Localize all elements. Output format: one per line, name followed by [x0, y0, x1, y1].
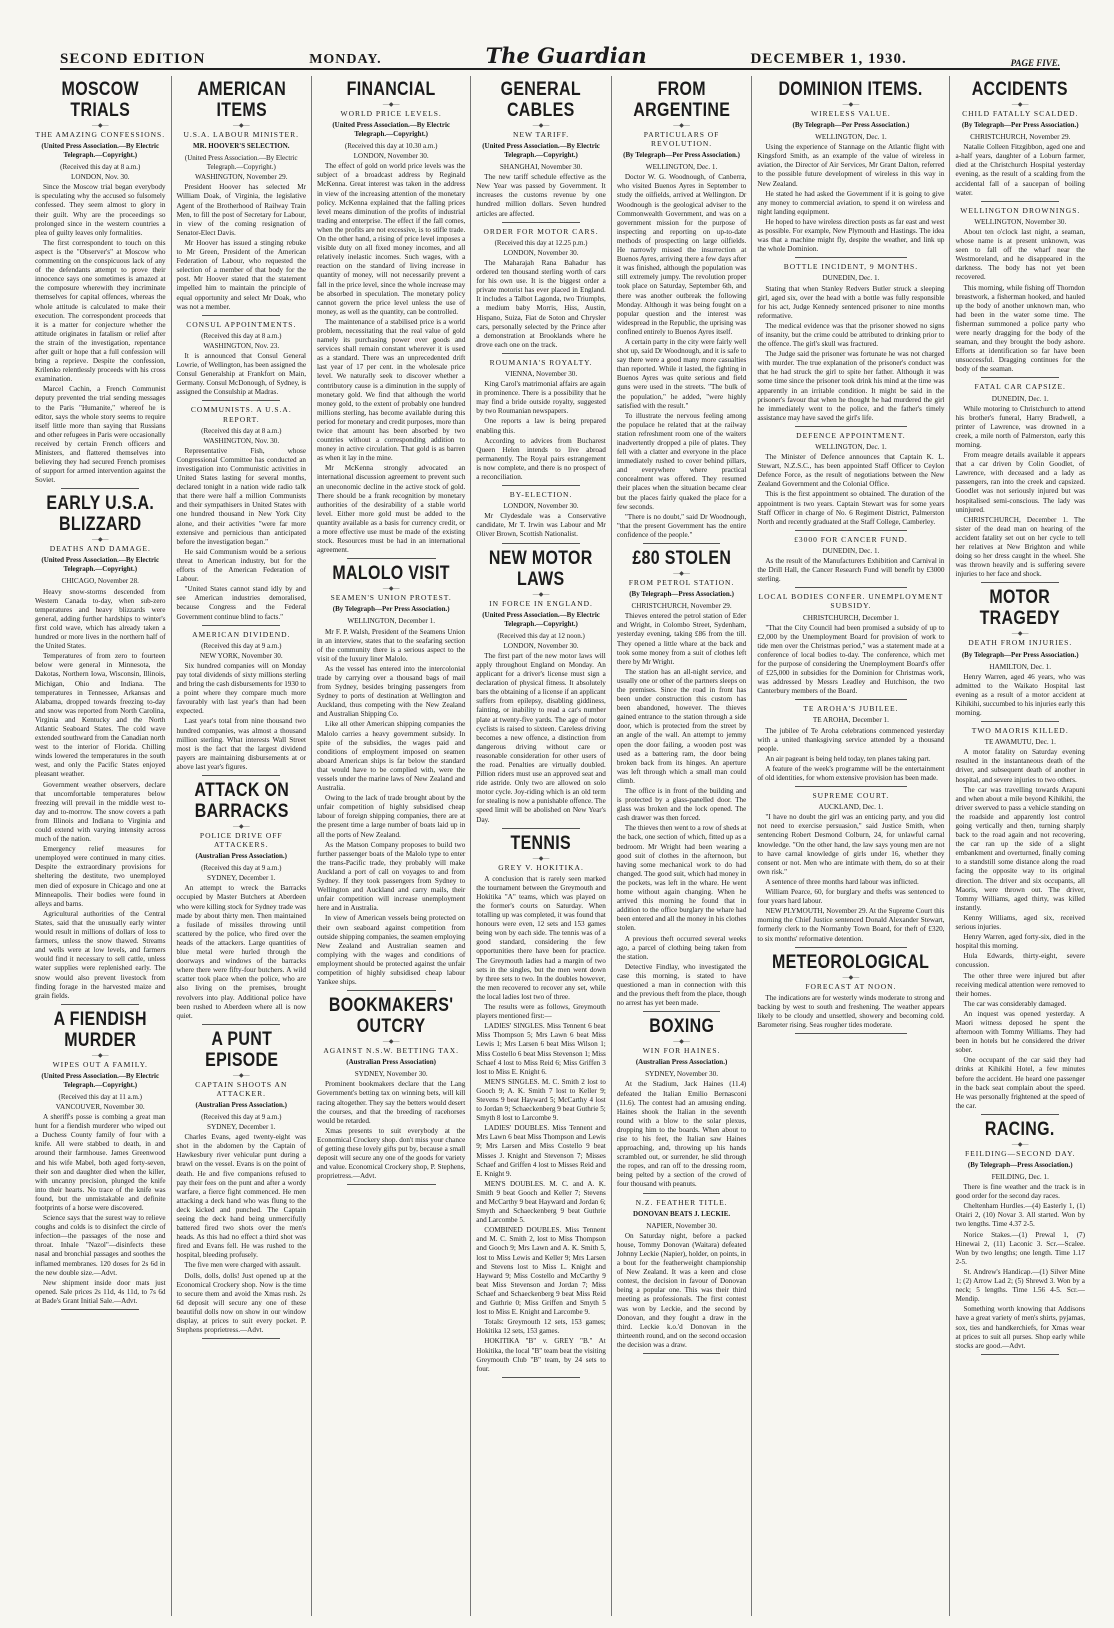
story-subhead: COMMUNISTS. A U.S.A. REPORT. — [190, 405, 292, 424]
story-subhead: GREY V. HOKITIKA. — [498, 862, 584, 872]
story-dateline: VIENNA, November 30. — [504, 369, 578, 378]
story-paragraph: The first part of the new motor laws will apply throughout England on Monday. An applicant for a driver's license must sign a declaration of physical fitness. It absolutely bars the obtaining of a license if an applicant suffers from epilepsy, disabling giddiness, fainting, or inability to read a car's number plate at twenty-five yards. The age of motor cyclists is raised to sixteen. Careless driving becomes a new offence, a distinction from dangerous driving without care or reasonable consideration for other users of the road. Penalties are virtually doubled. Pillion riders must use an approved seat and ride astride. Only two are allowed on solo motor cycle. Joy-riding which is an old term for stealing is now a punishable offence. The speed limit will be abolished on New Year's Day. — [476, 651, 606, 824]
story-received-time: (Received this day at 12.25 p.m.) — [494, 238, 588, 247]
story-received-time: (Received this day at 10.30 a.m.) — [344, 142, 438, 151]
story-paragraph: Like all other American shipping companies the Malolo carries a heavy government subsidy. In spite of the subsidies, the wages paid and conditions of employment imposed on seamen aboard American ships is far below the standard that would have to be complied with, were the vessels under the marine laws of New Zealand and Australia. — [317, 720, 466, 793]
issue-date: DECEMBER 1, 1930. — [750, 51, 907, 67]
story-paragraph: He said Communism would be a serious threat to American industry, but for the efforts of the American Federation of Labour. — [176, 547, 307, 584]
story-headline: A PUNT EPISODE — [204, 1028, 278, 1071]
story-headline: DOMINION ITEMS. — [778, 79, 924, 100]
story-credit: (Australian Press Association.) — [195, 852, 287, 861]
news-story — [955, 1119, 1085, 1355]
story-headline: A FIENDISH MURDER — [53, 1008, 147, 1051]
story-headline: ATTACK ON BARRACKS — [193, 780, 289, 822]
story-received-time: (Received this day at 9 a.m.) — [201, 641, 282, 650]
news-story — [757, 952, 944, 1034]
masthead — [60, 40, 1060, 70]
story-dateline: SYDNEY, November 30. — [354, 1070, 428, 1079]
story-received-time: (United Press Association.—By Electric Telegraph.—Copyright.) — [184, 154, 298, 172]
story-paragraph: While motoring to Christchurch to attend his brother's funeral, Harry Bradwell, a printer of Lawrence, was drowned in a creek, a mile north of Palmerston, early this morning. — [955, 404, 1085, 449]
story-paragraph: He hoped to have wireless direction posts as far east and west as possible. For example, New Plymouth and Hastings. The idea was that a machine might fly, despite the weather, and link up the whole Dominion. — [757, 217, 945, 254]
news-story — [757, 791, 944, 948]
story-credit: (Australian Press Association.) — [635, 1058, 728, 1067]
story-subhead: TWO MAORIS KILLED. — [971, 726, 1069, 736]
story-paragraph: About ten o'clock last night, a seaman, whose name is at present unknown, was seen to fall off the wharf near the Westmoreland, and he disappeared in the darkness. The body has not yet been recovered. — [955, 227, 1085, 282]
story-headline: METEOROLOGICAL — [772, 951, 930, 973]
story-paragraph: Mr McKenna strongly advocated an international discussion agreement to prevent such an uneconomic decline in the active stock of gold. There should be a frank recognition by monetary authorities of the desirability of a stable world level. Either more gold must be added to the quantity available as a basis for currency credit, or a more effective use must be made of the existing stock. Resources must be had in an international agreement. — [317, 464, 466, 555]
headline-divider: —◆— — [842, 974, 860, 981]
edition-label: SECOND EDITION — [60, 51, 206, 67]
story-paragraph: Stating that when Stanley Redvers Butler struck a sleeping girl, aged six, over the head with a bottle was fully responsible for his act, Judge Kennedy sentenced prisoner to nine months reformative. — [757, 284, 945, 320]
story-paragraph: Charles Evans, aged twenty-eight was shot in the abdomen by the Captain of Hawkesbury river vehicular punt during a brawl on the vessel. Evans is on the point of death. He and five companions refused to pay their fees on the punt and after a wordy warfare, a fierce fight commenced. He men attacking a deck hand who was flung to the deck kicked and punched. The Captain seeing the deck hand being unmercifully battered fired two shots over the men's heads. As this had no effect a third shot was fired and Evans fell. He was rushed to the hospital, bleeding profusely. — [176, 1133, 307, 1260]
story-paragraph: CHRISTCHURCH, December 1. The sister of the dead man on hearing of the accident fatality set out on her cycle to tell her relatives at New Brighton and while doing so her dress caught in the wheel. She was thrown heavily and is suffering severe injuries to her face and shock. — [955, 515, 1085, 579]
headline-divider: —◆— — [1011, 102, 1029, 108]
story-credit: MR. HOOVER'S SELECTION. — [193, 142, 290, 151]
news-story — [757, 262, 944, 427]
story-dateline: DUNEDIN, Dec. 1. — [991, 394, 1049, 403]
story-credit: DONOVAN BEATS J. LECKIE. — [632, 1209, 731, 1218]
story-subhead: DEATHS AND DAMAGE. — [49, 544, 151, 554]
headline-divider: —◆— — [673, 1039, 690, 1046]
story-paragraph: Natalie Colleen Fitzgibbon, aged one and a-half years, daughter of a Loburn farmer, died at the Christchurch Hospital yesterday evening, as the result of a scalding from the accidental fall of a saucepan of boiling water. — [955, 143, 1085, 197]
news-column — [611, 76, 752, 1616]
story-dateline: WELLINGTON, Dec. 1. — [645, 163, 718, 172]
story-dateline: NAPIER, November 30. — [646, 1221, 717, 1230]
story-subhead: WIPES OUT A FAMILY. — [52, 1059, 148, 1069]
story-headline: BOOKMAKERS' OUTCRY — [328, 995, 454, 1038]
story-paragraph: MEN'S SINGLES. M. C. Smith 2 lost to Gooch 9; A. K. Smith 7 lost to Keller 9; Stevens 9 beat Hayward 5; McCarthy 4 lost to Jordan 9; Schaeckenberg 9 beat Guthrie 5; Smyth 8 lost to Larcombe 9. — [476, 1077, 606, 1123]
story-paragraph: COMBINED DOUBLES. Miss Tennent and M. C. Smith 2, lost to Miss Thompson and Gooch 9; Mrs Lawn and A. K. Smith 5, lost to Miss Lewis and Keller 9; Mrs Larsen and Stevens lost to Miss L. Knight and Hayward 9; Miss Costello and McCarthy 9 beat Miss Stevenson and Jordan 7; Miss Schaef and Schaeckenberg 9 beat Miss Reid and Guthrie 0; Miss Griffen and Smyth 5 lost to Miss E. Knight and Larcombe 9. — [476, 1226, 606, 1317]
story-subhead: IN FORCE IN ENGLAND. — [489, 598, 593, 608]
story-subhead: DEFENCE APPOINTMENT. — [796, 430, 906, 440]
news-story — [617, 1016, 747, 1193]
news-column — [311, 76, 470, 1616]
story-paragraph: NEW PLYMOUTH, November 29. At the Supreme Court this morning the Chief Justice sentenced Donald Alexander Stewart, formerly clerk to the Normanby Town Board, for theft of £320, to six months' reformative detention. — [757, 907, 945, 943]
story-dateline: LONDON, November 30. — [503, 248, 579, 257]
story-paragraph: In view of American vessels being protected on their own seaboard against competition from outside shipping companies, the seamen employing New Zealand and Australian seamen and complying with the wages and conditions of employment should be protected against the unfair competition of highly subsidised cheap labour Yankee ships. — [317, 914, 466, 987]
news-story — [177, 630, 307, 776]
story-paragraph: Government weather observers, declare that uncomfortable temperatures below freezing will prevail in the middle west to-day and to-morrow. The snow covers a path from Illinois and Indiana to Virginia and could extend with varying intensity across much of the nation. — [35, 780, 166, 844]
story-received-time: (Received this day at 8 a.m.) — [60, 163, 141, 172]
story-credit: (Australian Press Association.) — [195, 1100, 287, 1109]
story-paragraph: A conclusion that is rarely seen marked the tournament between the Greymouth and Hokitika "A" teams, which was played on the former's courts on Saturday. When totalling up was completed, it was found that honours were even, 12 sets and 153 games being won by each side. The tennis was of a good standard, considering the few opportunities there have been for practice. The Greymouth ladies had a margin of two sets in the singles, but the men went down by three sets to two. In the doubles however, the men recovered to recover any set, while the local ladies lost two of three. — [476, 874, 606, 1001]
news-story — [617, 1198, 747, 1354]
news-story — [955, 726, 1085, 1115]
story-credit: (By Telegraph—Per Press Association.) — [792, 121, 910, 130]
story-credit: (United Press Association.—By Electric Telegraph.—Copyright.) — [332, 121, 451, 139]
story-dateline: TE AWAMUTU, Dec. 1. — [984, 738, 1056, 747]
story-subhead: WIN FOR HAINES. — [642, 1046, 721, 1056]
story-paragraph: The other three were injured but after receiving medical attention were removed to their homes. — [955, 971, 1085, 998]
news-story — [177, 405, 307, 625]
story-paragraph: MEN'S DOUBLES. M. C. and A. K. Smith 9 beat Gooch and Keller 7; Stevens and McCarthy 9 beat Hayward and Jordan 6; Smyth and Schaeckenberg 9 beat Guthrie and Larcombe 5. — [476, 1179, 606, 1225]
story-dateline: WASHINGTON, Nov. 30. — [203, 436, 280, 445]
headline-divider: —◆— — [842, 102, 860, 108]
headline-divider: —◆— — [91, 123, 109, 129]
story-credit: (United Press Association.—By Electric Telegraph.—Copyright.) — [482, 142, 600, 160]
news-story — [617, 548, 747, 1012]
headline-divider: —◆— — [532, 123, 550, 129]
story-subhead: CONSUL APPOINTMENTS. — [186, 319, 297, 329]
story-subhead: ORDER FOR MOTOR CARS. — [483, 226, 599, 236]
story-subhead: NEW TARIFF. — [512, 130, 570, 139]
story-subhead: SEAMEN'S UNION PROTEST. — [330, 593, 452, 603]
story-credit: (By Telegraph—Per Press Association.) — [961, 121, 1079, 130]
story-paragraph: Cheltenham Hurdles.—(4) Easterly 1, (1) Otairi 2, (10) Novar 3. All started. Won by two lengths. Time 4.37 2-5. — [955, 1202, 1085, 1229]
headline-divider: —◆— — [382, 1039, 400, 1046]
story-subhead: ROUMANIA'S ROYALTY. — [489, 357, 593, 367]
news-story — [757, 704, 944, 787]
story-paragraph: Owing to the lack of trade brought about by the unfair competition of highly subsidised cheap labour of foreign shipping companies, there are at the present time a large number of boats laid up in all the ports of New Zealand. — [317, 794, 466, 839]
page-number: PAGE FIVE. — [1010, 58, 1060, 68]
story-paragraph: From meagre details available it appears that a car driven by Colin Goodlet, of Lawrence, with deceased and a lady as passengers, ran into the creek and capsized. Goodlet was not seriously injured but was hospitalised semi-conscious. The lady was uninjured. — [955, 451, 1085, 514]
story-headline: NEW MOTOR LAWS — [489, 547, 593, 590]
story-dateline: LONDON, Nov. 30. — [71, 173, 130, 182]
story-dateline: WELLINGTON, December 1. — [347, 617, 435, 626]
story-credit: (By Telegraph—Press Association.) — [967, 1161, 1073, 1169]
story-subhead: THE AMAZING CONFESSIONS. — [35, 130, 166, 139]
story-paragraph: Six hundred companies will on Monday pay total dividends of sixty millions sterling and bring the cash disbursements for 1930 to a point where they compare much more favourably with last year's than had been expected. — [176, 661, 307, 716]
story-paragraph: The Minister of Defence announces that Captain K. L. Stewart, N.Z.S.C., has been appointed Staff Officer to Ceylon Defence Force, as the result of negotiations between the New Zealand Government and the Colonial Office. — [757, 453, 945, 489]
story-dateline: DUNEDIN, Dec. 1. — [822, 274, 880, 283]
story-headline: MOTOR TRAGEDY — [980, 587, 1061, 630]
story-paragraph: King Carol's matrimonial affairs are again in prominence. There is a possibility that he may find a bride outside royalty, suggested by two Roumanian newspapers. — [476, 380, 606, 416]
story-paragraph: William Pearce, 60, for burglary and thefts was sentenced to four years hard labour. — [757, 888, 945, 906]
news-story — [35, 493, 166, 1004]
news-column — [470, 76, 611, 1616]
story-headline: MALOLO VISIT — [332, 563, 450, 585]
story-dateline: SYDNEY, December 1. — [207, 874, 276, 883]
story-paragraph: Marcel Cachin, a French Communist deputy prevented the trial sending messages to the Paris "Humanite," whereof he is editor, says the whole story seems to require itself little more than saying that Russians and other refugees in Paris were occasionally received by certain French officers and Ministers, and flattered themselves into believing they had secured French promises of support for armed intervention against the Soviet. — [35, 385, 166, 485]
news-story — [177, 79, 307, 316]
story-paragraph: On Saturday night, before a packed house, Tommy Donovan (Waitara) defeated Johnny Leckie (Napier), holder, on points, in a bout for the featherweight championship of New Zealand. It was a keen and close contest, the decision in favour of Donovan being a popular one. This was their third meeting as professionals. The first contest was won by Leckie, and the second by Donovan, and they fought a draw in the third. Leckie k.o.'d Donovan in the thirteenth round, and on the second occasion the decision was a draw. — [616, 1231, 747, 1349]
headline-divider: —◆— — [232, 824, 250, 830]
story-paragraph: One occupant of the car said they had drinks at Kihikihi Hotel, a few minutes before the accident. He heard one passenger in the back seat complain about the speed. He was personally frightened at the speed of the car. — [955, 1056, 1085, 1110]
story-paragraph: New shipment inside door mats just opened. Sale prices 2s 11d, 4s 11d, to 7s 6d at Bade's Grant Initial Sale.—Advt. — [35, 1278, 166, 1305]
news-story — [476, 548, 606, 829]
story-paragraph: President Hoover has selected Mr William Doak, of Virginia, the legislative Agent of the Brotherhood of Railway Train Men, to fill the post of Secretary for Labour, in view of the coming resignation of Senator-Elect Davis. — [176, 183, 307, 237]
story-paragraph: Henry Warren, aged 46 years, who was admitted to the Waikato Hospital last evening as a result of a motor accident at Kihikihi, succumbed to his injuries early this morning. — [955, 672, 1085, 717]
story-dateline: WASHINGTON, Nov. 23. — [203, 341, 280, 350]
story-dateline: CHRISTCHURCH, November 29. — [970, 133, 1071, 142]
news-story — [955, 79, 1085, 202]
story-paragraph: As the vessel has entered into the intercolonial trade by carrying over a thousand bags of mail from Sydney, besides bringing passengers from Sydney to ports of destination at Wellington and Auckland, thus competing with the New Zealand and Australian Shipping Co. — [317, 664, 466, 719]
story-paragraph: This is the first appointment so obtained. The duration of the appointment is two years. Captain Stewart was for some years Staff Officer in charge of No. 6 Regiment District, Palmerston North and recently graduated at the Staff College, Camberley. — [757, 490, 945, 526]
story-paragraph: Mr Clydesdale was a Conservative candidate, Mr T. Irwin was Labour and Mr Oliver Brown, Scottish Nationalist. — [476, 512, 606, 539]
story-paragraph: One reports a law is being prepared enabling this. — [476, 417, 606, 435]
news-story — [955, 587, 1085, 722]
news-column — [949, 76, 1090, 1616]
headline-divider: —◆— — [532, 855, 550, 862]
headline-divider: —◆— — [91, 537, 109, 544]
news-story — [955, 206, 1085, 379]
story-headline: MOSCOW TRIALS — [61, 79, 139, 121]
headline-divider: —◆— — [382, 102, 400, 108]
headline-divider: —◆— — [1011, 1141, 1029, 1148]
story-subhead: WIRELESS VALUE. — [811, 109, 891, 118]
news-story — [177, 1029, 307, 1339]
headline-divider: —◆— — [1011, 631, 1029, 638]
story-credit: (By Telegraph—Per Press Association.) — [961, 650, 1079, 659]
story-paragraph: "That the City Council had been promised a subsidy of up to £2,000 by the Unemployment Board for provision of work to tide men over the Christmas period," was a statement made at a conference of local bodies to-day. The conference, which met for the purpose of considering the Unemployment Board's offer of £25,000 in subsidies for the Dominion for Christmas work, was addressed by Messrs Leadley and Hutchison, the two Canterbury members of the Board. — [757, 623, 945, 696]
story-paragraph: To illustrate the nervous feeling among the populace he related that at the railway station refreshment room one of the waiters inadvertently dropped a pile of plates. They fell with a clatter and everyone in the place immediately rushed to cover behind pillars, and everywhere where practical concealment was offered. They resumed their places when the situation became clear but the places fairly quaked the place for a few seconds. — [616, 411, 747, 511]
story-headline: FROM ARGENTINE — [633, 79, 731, 121]
news-story — [35, 1009, 166, 1310]
story-credit: (United Press Association.—By Electric Telegraph.—Copyright.) — [41, 556, 160, 574]
headline-divider: —◆— — [673, 123, 690, 129]
story-dateline: AUCKLAND, Dec. 1. — [818, 803, 884, 812]
news-story — [35, 79, 166, 489]
story-subhead: FATAL CAR CAPSIZE. — [974, 382, 1066, 392]
story-paragraph: Since the Moscow trial began everybody is speculating why the accused so fulsomely confessed. They seem almost to glory in their guilt. Why are the proceedings so prolonged since in the western countries a plea of guilty leaves only formalities. — [35, 183, 166, 237]
story-paragraph: An inquest was opened yesterday. A Maori witness deposed he spent the afternoon with Tommy Williams. They had been in hotels but he considered the driver sober. — [955, 1009, 1085, 1055]
story-paragraph: Henry Warren, aged forty-six, died in the hospital this morning. — [955, 933, 1085, 951]
story-paragraph: The jubilee of Te Aroha celebrations commenced yesterday with a united thanksgiving service attended by a thousand people. — [757, 726, 945, 753]
headline-divider: —◆— — [532, 591, 550, 598]
story-subhead: AMERICAN DIVIDEND. — [192, 629, 291, 639]
story-paragraph: He stated he had asked the Government if it is going to give any money to commercial aviation, to spend it on wireless and night landing equipment. — [757, 189, 945, 216]
story-dateline: LONDON, November 30. — [353, 152, 429, 161]
story-paragraph: Totals: Greymouth 12 sets, 153 games; Hokitika 12 sets, 153 games. — [476, 1318, 606, 1336]
headline-divider: —◆— — [673, 571, 690, 578]
story-dateline: NEW YORK, November 30. — [199, 651, 283, 660]
story-paragraph: A previous theft occurred several weeks ago, a parcel of clothing being taken from the station. — [616, 934, 747, 961]
news-story — [476, 79, 606, 223]
news-column — [30, 76, 171, 1616]
headline-divider: —◆— — [232, 1072, 250, 1079]
story-paragraph: The results were as follows, Greymouth players mentioned first:— — [476, 1003, 606, 1021]
news-story — [757, 79, 944, 258]
story-dateline: CHRISTCHURCH, December 1. — [802, 613, 899, 622]
story-paragraph: The thieves then went to a row of sheds at the back, one section of which, fitted up as a bedroom. Mr Wright had been wearing a good suit of clothes in the afternoon, but having some mechanical work to do had changed. The good suit, which had money in the pockets, was left in the whare. He went home without again changing. When he arrived this morning he found that in addition to the office burglary the whare had been entered and all the money in his clothes stolen. — [616, 824, 747, 933]
story-paragraph: The maintenance of a stabilised price is a world problem, necessitating that the real value of gold namely its purchasing power over goods and services shall remain constant wherever it is used as a standard. There was an unprecedented drift last year of 17 per cent. in the wholesale price level. We naturally seek to discover whether a contributory cause is a diminution in the supply of monetary gold. We find that although the world money gold, to the extent of probably one hundred millions sterling, has become available during this period for monetary and credit purposes, more than twice that amount has been absorbed by two countries without a corresponding addition to money in active circulation. That gold is as barren as when it lay in the mine. — [317, 317, 466, 463]
story-subhead: FEILDING—SECOND DAY. — [965, 1148, 1076, 1158]
story-subhead: TE AROHA'S JUBILEE. — [803, 704, 899, 714]
story-subhead: WORLD PRICE LEVELS. — [340, 109, 442, 118]
story-dateline: VANCOUVER, November 30. — [55, 1102, 145, 1111]
story-headline: AMERICAN ITEMS — [196, 79, 286, 121]
news-story — [757, 535, 944, 588]
story-credit: (United Press Association.—By Electric Telegraph.—Copyright.) — [482, 610, 600, 628]
story-paragraph: Thieves entered the petrol station of Eder and Wright, in Colombo Street, Sydenham, yesterday evening, taking £86 from the till. They opened a little whare at the back and took some money from a suit of clothes left there by Mr Wright. — [616, 612, 747, 666]
story-paragraph: Using the experience of Stannage on the Atlantic flight with Kingsford Smith, as an example of the value of wireless in aviation, the Director of Air Services, Mr Grant Dalton, referred to the possible future development of wireless in this way in New Zealand. — [757, 143, 945, 188]
story-paragraph: The new tariff schedule effective as the New Year was passed by Government. It increases the customs revenue by one hundred million dollars. Seven hundred articles are affected. — [476, 173, 606, 218]
story-dateline: LONDON, November 30. — [503, 641, 579, 650]
story-paragraph: Doctor W. G. Woodnough, of Canberra, who visited Buenos Ayres in September to study the oilfields, arrived at Wellington. Dr Woodnough is the geological adviser to the Commonwealth Government, and was on a government mission for the purpose of inspecting and reporting on up-to-date methods of prospecting on large oilfields. He narrowly missed the insurrection at Buenos Ayres, arriving there a few days after it was finished, although the population was still extremely jumpy. The revolution proper took place on Saturday, September 6th, and there was another outbreak the following Monday. Although it was being fought on a popular question and the interest was widespread in the Republic, the uprising was confined entirely to Buenos Ayres itself. — [616, 173, 747, 336]
story-paragraph: An attempt to wreck the Barracks occupied by Master Butchers at Aberdeen who were killing stock for Sydney trade was made by about thirty men. Then maintained a fusilade of missiles throwing until scattered by the police, who fired over the heads of the attackers. Large quantities of blue metal were hurled through the doorways and windows of the barracks where there were fifty-four butchers. A wild scatter took place when the police, who are also living on the premises, brought revolvers into play. Additional police have been rushed to Aberdeen where all is now quiet. — [176, 884, 307, 1020]
story-paragraph: Mr F. P. Walsh, President of the Seamens Union in an interview, states that to the seafaring section of the community there is a serious aspect to the visit of the luxury liner Malolo. — [317, 627, 466, 663]
story-headline: ACCIDENTS — [972, 79, 1069, 100]
story-paragraph: At the Stadium, Jack Haines (11.4) defeated the Italian Emilio Bernasconi (11.6). The contest had an amusing ending. Haines shook the Italian in the seventh round with a blow to the solar plexus, dropping him to the boards. When about to rise to his feet, the Italian saw Haines approaching, and, throwing up his hands scrambled out, or surrender, he slid through the ropes, and ran off to the dressing room, being pelted by a section of the crowd of four thousand with peanuts. — [616, 1080, 747, 1189]
story-subhead: FROM PETROL STATION. — [628, 578, 735, 588]
story-paragraph: It is announced that Consul General Lowrie, of Wellington, has been assigned the Consul Generalship at Frankfort on Main, Germany. Consul McDonough, of Sydney, is assigned the Consulship at Madras. — [176, 351, 307, 397]
story-received-time: (Received this day at 9 a.m.) — [201, 864, 282, 873]
story-headline: RACING. — [985, 1118, 1056, 1140]
news-story — [317, 79, 465, 559]
story-paragraph: "I have no doubt the girl was an enticing party, and you did not need to exercise persuasion," said Justice Smith, when sentencing Robert Desmond Colburn, 24, for unlawful carnal knowledge. "On the other hand, the law says young men are not to have carnal knowledge of girls under 16, whether they consent or not. Men who are intimate with them, do so at their own risk." — [757, 813, 945, 876]
story-paragraph: A sentence of three months hard labour was inflicted. — [765, 877, 919, 886]
story-paragraph: Representative Fish, whose Congressional Committee has conducted an investigation into Communistic activities in United States lasting for several months, declared tonight in a nation wide radio talk that there were half a million Communists and their sympathisers in United States with one hundred thousand in New York City alone, and their activities "were far more extensive and pernicious than anticipated before the investigation began." — [176, 446, 307, 546]
story-subhead: U.S.A. LABOUR MINISTER. — [183, 130, 300, 139]
news-story — [317, 995, 465, 1185]
story-paragraph: The five men were charged with assault. — [184, 1261, 301, 1270]
story-paragraph: The station has an all-night service, and usually one or other of the partners sleeps on the premises. Since the road in front has been under construction this custom has been abandoned, however. The thieves gained entrance to the station through a side door, which is protected from the street by an angle of the wall. An attempt to jemmy open the door failing, a wooden post was used as a battering ram, the door being broken back from its hinges. An aperture was left through which a small man could climb. — [616, 667, 747, 785]
story-paragraph: As the result of the Manufacturers Exhibition and Carnival in the Drill Hall, the Cancer Research Fund will benefit by £3000 sterling. — [757, 557, 945, 584]
story-subhead: AGAINST N.S.W. BETTING TAX. — [323, 1046, 459, 1056]
story-dateline: SYDNEY, November 30. — [645, 1070, 719, 1079]
story-paragraph: The Maharajah Rana Bahadur has ordered ten thousand sterling worth of cars for his own use. It is the biggest order a private motorist has ever placed in England. It includes a Talbot Lagonda, two Triumphs, a medium baby Morris, Hiss, Austin, Hispano, Suiza, Fiat de Soton and Chrysler cars, personally selected by the Prince after a demonstration at Brooklands where he drove each one on the track. — [476, 258, 606, 349]
story-headline: £80 STOLEN — [632, 548, 732, 570]
story-paragraph: An air pageant is being held today, ten planes taking part. — [765, 754, 931, 763]
story-paragraph: Hula Edwards, thirty-eight, severe concussion. — [955, 952, 1085, 970]
story-credit: (United Press Association.—By Electric Telegraph.—Copyright.) — [41, 1071, 160, 1089]
story-subhead: LOCAL BODIES CONFER. UNEMPLOYMENT SUBSIDY. — [758, 592, 944, 611]
story-subhead: BOTTLE INCIDENT, 9 MONTHS. — [783, 262, 919, 272]
story-paragraph: A certain party in the city were fairly well shot up, said Dr Woodnough, and it is safe to say there were a good many more casualties than reported. While it lasted, the fighting in Buenos Ayres was quite serious and field guns were used in the streets. "The bulk of the population," he added, "were highly satisfied with the result." — [616, 337, 747, 410]
newspaper-title: The Guardian — [485, 43, 647, 68]
story-paragraph: "United States cannot stand idly by and see American industries demoralised, because Congress and the Federal Government continue blind to facts." — [176, 585, 307, 621]
story-subhead: PARTICULARS OF REVOLUTION. — [643, 130, 720, 149]
story-subhead: WELLINGTON DROWNINGS. — [960, 205, 1081, 215]
story-paragraph: HOKITIKA "B" v. GREY "B." At Hokitika, the local "B" team beat the visiting Greymouth Club "B" team, by 24 sets to four. — [476, 1337, 606, 1373]
headline-divider: —◆— — [232, 123, 250, 129]
story-headline: EARLY U.S.A. BLIZZARD — [46, 493, 155, 536]
story-paragraph: The car was considerably damaged. — [963, 999, 1067, 1008]
story-paragraph: St. Andrew's Handicap.—(1) Silver Mine 1; (2) Arrow Lad 2; (5) Shrewd 3. Won by a neck; 5 lengths. Time 1.56 4-5. Scr.—Mendip. — [955, 1267, 1085, 1304]
story-paragraph: The Judge said the prisoner was fortunate he was not charged with murder. The true explanation of the prisoner's conduct was that he had struck the girl to spite her father. Although it was some time since the prisoner took drink his mind at the time was apparently in an irritable condition. It might be said in the prisoner's favour that when he thought he had murdered the girl he immediately went to the police, and the father's timely assistance may have saved the girl's life. — [757, 350, 945, 422]
story-headline: FINANCIAL — [346, 79, 436, 100]
news-story — [476, 833, 606, 1378]
story-paragraph: A feature of the week's programme will be the entertainment of old identities, for whom extensive provision has been made. — [757, 764, 945, 782]
story-credit: (By Telegraph—Press Association.) — [629, 590, 734, 599]
story-paragraph: There is fine weather and the track is in good order for the second day races. — [955, 1183, 1085, 1201]
news-story — [476, 490, 606, 543]
news-story — [317, 563, 465, 991]
news-story — [476, 227, 606, 354]
story-subhead: CHILD FATALLY SCALDED. — [962, 109, 1079, 118]
story-paragraph: A sheriff's posse is combing a great man hunt for a fiendish murderer who wiped out a Duchess County family of four with a knife. All were stabbed to death, in and around their farmhouse. James Greenwood and his wife Mabel, both aged forty-seven, their son and daughter died when the killer, with uncanny precision, plunged the knife into their hearts. No trace of the knife was found, but the unmistakable and definite footprints of a horse were discovered. — [35, 1113, 166, 1212]
story-dateline: FEILDING, Dec. 1. — [991, 1173, 1049, 1181]
story-paragraph: The indications are for westerly winds moderate to strong and backing by west to south and freshening. The weather appears likely to be cloudy and unsettled, showery and becoming cold. Barometer rising. Seas rougher tides moderate. — [757, 993, 945, 1029]
news-story — [757, 592, 944, 700]
story-paragraph: Prominent bookmakers declare that the Lang Government's betting tax on winning bets, will kill racing altogether. They say the betters would desert the courses, and that the breeding of racehorses would be retarded. — [317, 1080, 466, 1125]
story-dateline: WELLINGTON, Dec. 1. — [815, 443, 887, 451]
story-subhead: DEATH FROM INJURIES. — [968, 638, 1073, 648]
story-dateline: SYDNEY, December 1. — [207, 1123, 276, 1132]
story-paragraph: Something worth knowing that Addisons have a great variety of men's shirts, pyjamas, sox, ties and handkerchiefs, for Xmas wear at prices to suit all purses. Shop early while stocks are good.—Advt. — [955, 1305, 1085, 1350]
story-subhead: £3000 FOR CANCER FUND. — [794, 534, 908, 544]
story-subhead: BY-ELECTION. — [509, 490, 573, 500]
story-paragraph: Dolls, dolls, dolls! Just opened up at the Economical Crockery shop. Now is the time to secure them and avoid the Xmas rush. 2s 6d deposit will secure any one of these beautiful dolls now on show in our window display, at prices to suit every pocket. P. Stephens proprietress.—Advt. — [176, 1271, 307, 1335]
story-paragraph: Agricultural authorities of the Central States, said that the unusually early winter would result in millions of dollars of loss to farmers, unless the snow thawed. Streams and wells were at low levels, and farmers would find it necessary to sell cattle, unless water supplies were replenished early. The snow would also prevent livestock from finding forage in the harvested maize and grain fields. — [35, 909, 166, 1000]
story-dateline: LONDON, November 30. — [503, 502, 579, 511]
story-dateline: TE AROHA, December 1. — [812, 716, 889, 725]
story-paragraph: LADIES' SINGLES. Miss Tennent 6 beat Miss Thompson 5; Mrs Lawn 6 beat Miss Lewis 1; Mrs Larsen 6 beat Miss Wilson 1; Miss Costello 6 beat Miss Stevenson 1; Miss Schaef 4 lost to Miss Reid 6; Miss Griffen 3 lost to Miss E. Knight 6. — [476, 1022, 606, 1076]
story-credit: (Australian Press Association) — [346, 1058, 437, 1067]
news-story — [617, 79, 747, 544]
story-paragraph: Science says that the surest way to relieve coughs and colds is to disinfect the circle of infection—the passages of the nose and throat. Inhale "Nazol"—disinfects these nasal and bronchial passages and soothes the inflamed membranes. 120 doses for 2s 6d in the new double size.—Advt. — [35, 1214, 166, 1277]
story-paragraph: Last year's total from nine thousand two hundred companies, was almost a thousand million sterling. What interests Wall Street most is the fact that the largest dividend payers are maintaining disbursements at or above last year's figures. — [176, 717, 307, 771]
story-dateline: WASHINGTON, November 29. — [195, 173, 288, 182]
story-dateline: DUNEDIN, Dec. 1. — [822, 546, 880, 555]
story-paragraph: The car was travelling towards Arapuni and when about a mile beyond Kihikihi, the driver swerved to pass a vehicle standing on the roadside and apparently lost control going vertically and then, turning sharply back to the road again and not recovering, the car ran up the side of a slight embankment and overturned, finally coming to a standstill some distance along the road facing the opposite way to its original direction. The driver and six occupants, all Maoris, were thrown out. The driver, Tommy Williams, aged thirty, was killed instantly. — [955, 785, 1085, 912]
story-credit: (United Press Association.—By Electric Telegraph.—Copyright.) — [41, 142, 160, 160]
story-subhead: CAPTAIN SHOOTS AN ATTACKER. — [195, 1079, 288, 1098]
story-dateline: CHRISTCHURCH, November 29. — [631, 602, 732, 611]
story-headline: BOXING — [649, 1016, 715, 1038]
story-paragraph: According to advices from Bucharest Queen Helen intends to live abroad permanently. The Royal pairs estrangement is now complete, and there is no prospect of a reconciliation. — [476, 436, 606, 481]
story-received-time: (Received this day at 12 noon.) — [497, 631, 585, 640]
story-paragraph: Norice Stakes.—(1) Prewal 1, (7) Hinewai 2, (11) Laconic 3. Scr.—Scalee. Won by two lengths; one length. Time 1.17 2-5. — [955, 1230, 1085, 1266]
story-paragraph: The first correspondent to touch on this aspect is the "Observer's" at Moscow who commenting on the conspicuous lack of any of the defendants attempt to prove their innocence says one sometimes is amazed at the composure wherewith they incriminate themselves for capital offences, whereas the whole attitude is calculated to make their execution. The correspondent proceeds that it is a matter for conjecture whether the attitude originates in fatalism or relief after the strain of the investigation, repentance after guilt or hope that a full confession will bring a reprieve. Despite the confession, Krilenko relentlessly proceeds with his cross examination. — [35, 238, 166, 384]
news-story — [757, 431, 944, 531]
story-paragraph: Kenny Williams, aged six, received serious injuries. — [955, 913, 1085, 932]
story-credit: (By Telegraph—Per Press Association.) — [623, 151, 740, 160]
story-subhead: N.Z. FEATHER TITLE. — [635, 1197, 728, 1207]
story-paragraph: Heavy snow-storms descended from Western Canada to-day, when sub-zero temperatures and heavy blizzards were general, adding further hardships to winter's first cold wave, which has already taken a hundred or more lives in the northern half of the United States. — [35, 587, 166, 651]
story-dateline: WELLINGTON, Dec. 1. — [815, 133, 887, 142]
news-columns — [30, 76, 1090, 1616]
headline-divider: —◆— — [91, 1052, 109, 1059]
story-received-time: (Received this day at 8 a.m.) — [201, 426, 282, 435]
story-paragraph: The effect of gold on world price levels was the subject of a broadcast address by Reginald McKenna. Great interest was taken in the address in view of the increasing attention of the monetary policy. McKenna explained that the falling prices level means diminution of the profits of industrial trading and enterprise. The effect if the fall comes, when the profits are not excessive, is to stifle trade. On the other hand, a rising of price level imposes a visible duty on all fixed money incomes, and all relatively inelastic incomes. Such wages, with a reaction on the standard of living increase in quantity of money, will not necessarily prevent a fall in the price level, since the whole increase may be absorbed in speculation. The monetary policy cannot govern the price level unless the use of money, as well as the quantity, can be controlled. — [317, 162, 466, 316]
news-column — [171, 76, 312, 1616]
story-dateline: CHICAGO, November 28. — [61, 577, 139, 586]
story-paragraph: As the Matson Company proposes to build two further passenger boats of the Malolo type to enter the trans-Pacific trade, they probably will make Auckland a port of call on voyages to and from Sydney. If they took passengers from Sydney to Wellington and Auckland and carry mails, their unfair competition will increase unemployment here and in Australia. — [317, 840, 466, 913]
story-paragraph: The office is in front of the building and is protected by a glass-panelled door. The glass was broken and the lock opened. The cash drawer was then forced. — [616, 787, 747, 823]
news-story — [955, 382, 1085, 583]
story-paragraph: LADIES' DOUBLES. Miss Tennent and Mrs Lawn 6 beat Miss Thompson and Lewis 9; Mrs Larsen and Miss Costello 9 beat Misses J. Knight and Stevenson 7; Misses Schaef and Griffen 4 lost to Misses Reid and E. Knight 9. — [476, 1124, 606, 1178]
news-story — [177, 320, 307, 402]
news-story — [177, 780, 307, 1025]
story-paragraph: Mr Hoover has issued a stinging rebuke to Mr Green, President of the American Federation of Labour, who requested the selection of a member of that body for the post. Mr Hoover stated that the statement impelled him to maintain the principle of equal opportunity and select Mr Doak, who was not a member. — [176, 238, 307, 311]
day-label: MONDAY. — [309, 52, 382, 67]
news-column — [751, 76, 949, 1616]
story-paragraph: Emergency relief measures for unemployed were continued in many cities. Despite the extraordinary provisions for sheltering the destitute, two unemployed men died of exposure in Chicago and one at Minneapolis. Their bodies were found in alleys and barns. — [35, 845, 166, 908]
story-paragraph: Xmas presents to suit everybody at the Economical Crockery shop. don't miss your chance of getting these lovely gifts put by, because a small deposit will secure any one of the goods for variety and value. Economical Crockery shop, P. Stephens, proprietress.—Advt. — [317, 1126, 466, 1181]
story-dateline: SHANGHAI, November 30. — [499, 163, 583, 172]
story-paragraph: Temperatures of from zero to fourteen below were general in Minnesota, the Dakotas, Northern Iowa, Wisconsin, Illinois, Michigan, Ohio and Indiana. The temperatures in Tennessee, Arkansas and Alabama, dropped towards freezing to-day and snow was reported from North Carolina, Virginia and Kentucky and the North Atlantic Seaboard States. The cold wave extended southward from the Canadian north west to the interior of Florida. Chilling winds lowered the temperatures in the south west, and only the Pacific States enjoyed pleasant weather. — [35, 652, 166, 779]
headline-divider: —◆— — [382, 586, 400, 593]
story-received-time: (Received this day at 11 a.m.) — [58, 1092, 143, 1101]
news-story — [476, 358, 606, 486]
story-paragraph: "There is no doubt," said Dr Woodnough, "that the present Government has the entire confidence of the people." — [616, 512, 747, 539]
story-received-time: (Received this day at 9 a.m.) — [201, 1112, 282, 1121]
story-subhead: FORECAST AT NOON. — [805, 981, 897, 991]
story-received-time: (Received this day at 8 a.m.) — [201, 331, 282, 340]
story-paragraph: The medical evidence was that the prisoner showed no signs of insanity, but the crime could be attributed to drinking prior to the offence. The girl's skull was fractured. — [757, 321, 945, 349]
story-paragraph: A motor fatality on Saturday evening resulted in the instantaneous death of the driver, and subsequent death of another in hospital, and severe injuries to two others. — [955, 748, 1085, 784]
story-headline: TENNIS — [510, 832, 572, 854]
story-dateline: WELLINGTON, November 30. — [974, 217, 1067, 226]
story-headline: GENERAL CABLES — [500, 79, 582, 121]
story-subhead: POLICE DRIVE OFF ATTACKERS. — [199, 831, 283, 850]
story-dateline: HAMILTON, Dec. 1. — [989, 662, 1052, 671]
story-credit: (By Telegraph—Per Press Association.) — [332, 605, 450, 614]
story-paragraph: Detective Findlay, who investigated the case this morning, is stated to have questioned a man in connection with this and the previous theft from the place, though no arrest has yet been made. — [616, 962, 747, 1008]
story-subhead: SUPREME COURT. — [812, 791, 890, 801]
story-paragraph: This morning, while fishing off Thorndon breastwork, a fisherman hooked, and hauled up the body of another unknown man, who had been in the water some time. The fisherman summoned a police party who were nearly dragging for the body of the seaman, and they brought the body ashore. Efforts at identification so far have been unsuccessful. Dragging continues for the body of the seaman. — [955, 283, 1085, 374]
